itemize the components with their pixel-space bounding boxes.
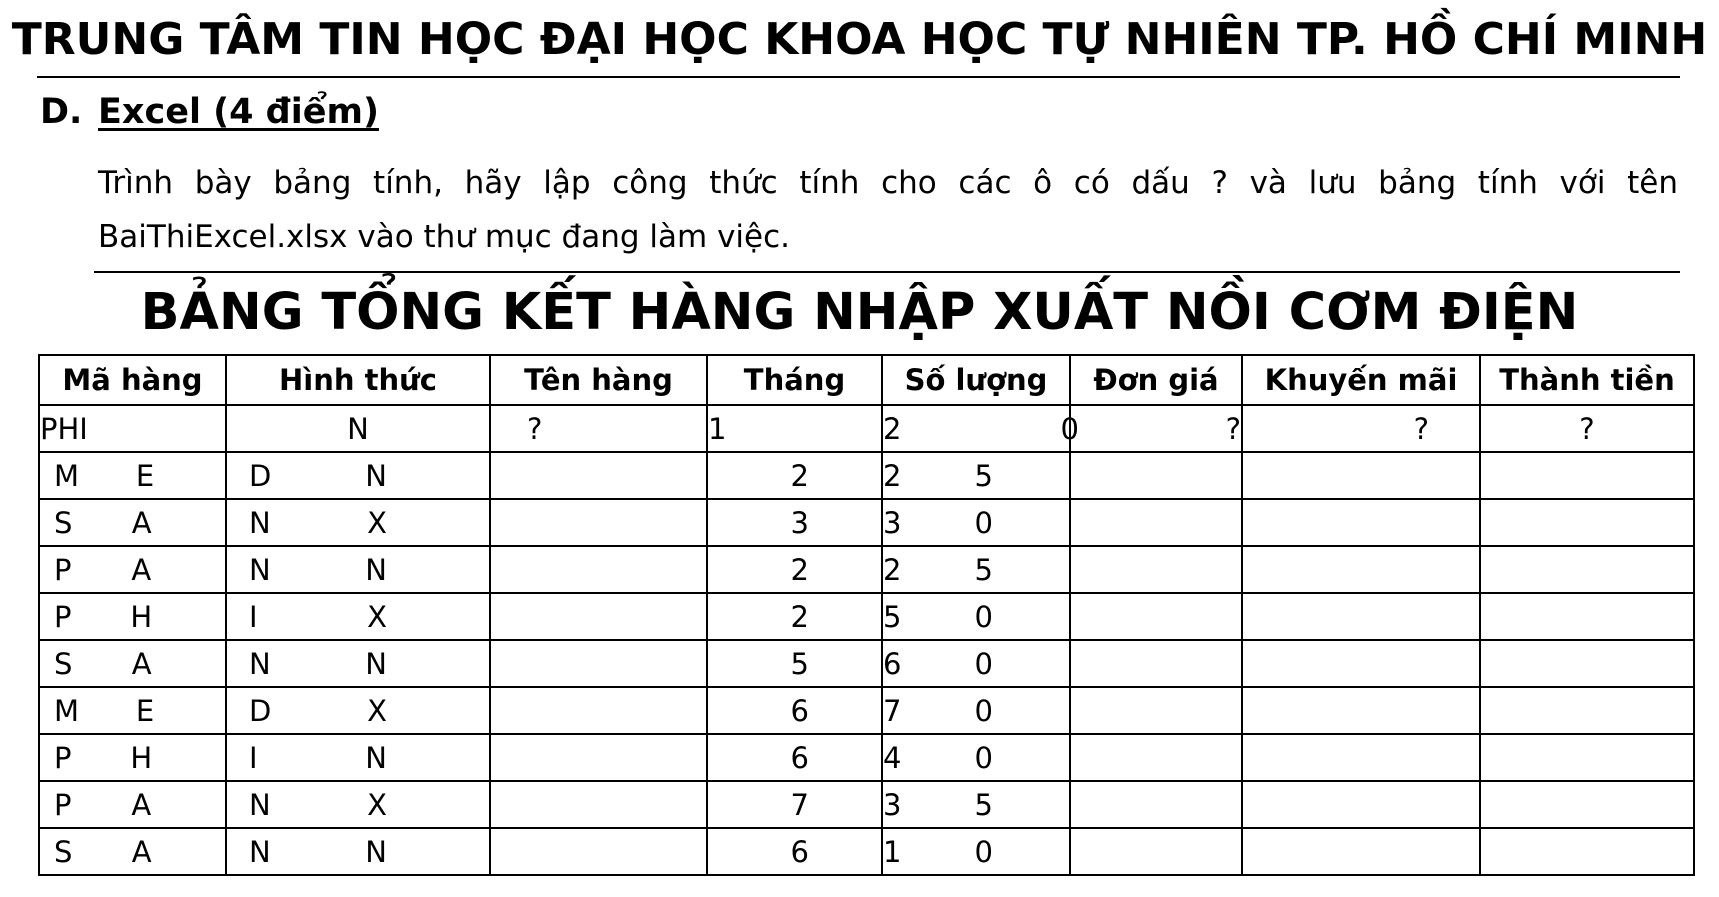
col-header-don-gia: Đơn giá [1070,355,1242,405]
cell-thang[interactable]: 3 [707,499,882,546]
cell-thanh-tien[interactable] [1480,734,1694,781]
cell-ten-hang[interactable] [490,499,707,546]
cell-don-gia[interactable] [1070,593,1242,640]
table-row [39,640,1694,687]
cell-so-luong[interactable] [882,781,1070,828]
table-row [39,499,1694,546]
table-row [39,828,1694,875]
page-header: TRUNG TÂM TIN HỌC ĐẠI HỌC KHOA HỌC TỰ NHIÊN TP. HỒ CHÍ MINH [11,14,1708,65]
table-row [39,593,1694,640]
hinh-thuc-value: X [367,787,387,822]
header-divider [37,76,1680,78]
cell-ten-hang[interactable] [490,734,707,781]
cell-hinh-thuc[interactable] [226,828,490,875]
ma-hang-char: A [131,505,152,540]
col-header-so-luong: Số lượng [882,355,1070,405]
ma-hang-char: P [54,599,72,634]
col-header-thang: Tháng [707,355,882,405]
cell-ma-hang[interactable] [39,593,226,640]
cell-so-luong[interactable] [882,640,1070,687]
cell-hinh-thuc[interactable]: N [226,405,490,452]
cell-don-gia[interactable] [1070,546,1242,593]
cell-khuyen-mai[interactable] [1242,687,1480,734]
cell-thanh-tien[interactable] [1480,640,1694,687]
so-luong-digit: 1 [883,834,902,869]
ma-hang-char: E [135,693,155,728]
cell-thang[interactable]: 6 [707,734,882,781]
table-row [39,734,1694,781]
ma-hang-char: A [131,787,152,822]
cell-so-luong[interactable] [882,734,1070,781]
cell-thang[interactable]: 6 [707,828,882,875]
cell-ma-hang[interactable] [39,640,226,687]
cell-don-gia[interactable] [1070,828,1242,875]
table-header-row [39,355,1694,405]
ma-hang-char: S [54,505,73,540]
cell-thang[interactable]: 5 [707,640,882,687]
col-header-ma-hang: Mã hàng [39,355,226,405]
instruction-divider [94,271,1680,273]
col-header-khuyen-mai: Khuyến mãi [1242,355,1480,405]
hinh-thuc-value: N [365,740,387,775]
cell-ma-hang[interactable]: PHI [39,405,226,452]
cell-ten-hang[interactable] [490,687,707,734]
so-luong-digit: 0 [1060,411,1079,446]
cell-so-luong[interactable] [882,546,1070,593]
cell-khuyen-mai[interactable] [1242,452,1480,499]
cell-thanh-tien[interactable] [1480,828,1694,875]
cell-ten-hang[interactable]: ? [490,405,707,452]
table-row [39,546,1694,593]
cell-ten-hang[interactable] [490,781,707,828]
col-header-hinh-thuc: Hình thức [226,355,490,405]
cell-hinh-thuc[interactable] [226,452,490,499]
section-title: Excel (4 điểm) [98,92,379,132]
hinh-thuc-value: N [365,834,387,869]
cell-so-luong[interactable] [882,405,1079,452]
cell-so-luong[interactable] [882,499,1070,546]
cell-thang[interactable]: 6 [707,687,882,734]
cell-ma-hang[interactable] [39,546,226,593]
ma-hang-char: M [54,693,80,728]
cell-thanh-tien[interactable] [1480,546,1694,593]
table-row [39,452,1694,499]
ma-hang-char: N [249,505,271,540]
cell-so-luong[interactable] [882,593,1070,640]
cell-hinh-thuc[interactable] [226,687,490,734]
so-luong-digit: 5 [883,599,902,634]
so-luong-digit: 0 [974,693,993,728]
so-luong-digit: 0 [974,834,993,869]
cell-khuyen-mai[interactable] [1242,828,1480,875]
cell-thang[interactable]: 2 [707,452,882,499]
ma-hang-char: H [130,740,153,775]
cell-don-gia[interactable]: ? [1070,405,1242,452]
cell-ma-hang[interactable] [39,499,226,546]
cell-hinh-thuc[interactable] [226,499,490,546]
hinh-thuc-value: N [365,458,387,493]
cell-so-luong[interactable] [882,687,1070,734]
cell-khuyen-mai[interactable] [1242,499,1480,546]
table-row [39,405,1694,452]
ma-hang-char: S [54,834,73,869]
ma-hang-char: E [135,458,155,493]
cell-khuyen-mai[interactable] [1242,640,1480,687]
table-title: BẢNG TỔNG KẾT HÀNG NHẬP XUẤT NỒI CƠM ĐIỆN [140,283,1579,342]
ma-hang-char: D [249,693,272,728]
cell-ten-hang[interactable] [490,640,707,687]
table-row [39,781,1694,828]
cell-ma-hang[interactable] [39,452,226,499]
so-luong-digit: 2 [883,552,902,587]
so-luong-digit: 0 [974,599,993,634]
cell-ten-hang[interactable] [490,828,707,875]
ma-hang-char: D [249,458,272,493]
cell-thang[interactable]: 1 [707,405,882,452]
so-luong-digit: 3 [883,505,902,540]
instruction-text: Trình bày bảng tính, hãy lập công thức tính cho các ô có dấu ? và lưu bảng tính với tên BaiThiExcel.xlsx vào thư mục đang làm việc. [98,165,1678,255]
cell-hinh-thuc[interactable] [226,734,490,781]
ma-hang-char: N [249,646,271,681]
cell-hinh-thuc[interactable] [226,546,490,593]
cell-khuyen-mai[interactable] [1242,734,1480,781]
cell-thang[interactable]: 2 [707,546,882,593]
hinh-thuc-value: X [367,693,387,728]
so-luong-digit: 5 [974,552,993,587]
cell-don-gia[interactable] [1070,781,1242,828]
cell-so-luong[interactable] [882,828,1070,875]
cell-thanh-tien[interactable] [1480,499,1694,546]
so-luong-digit: 5 [974,458,993,493]
ma-hang-char: M [54,458,80,493]
so-luong-digit: 0 [974,505,993,540]
ma-hang-char: H [130,599,153,634]
so-luong-digit: 2 [883,411,902,446]
so-luong-digit: 0 [974,646,993,681]
ma-hang-char: A [131,834,152,869]
col-header-ten-hang: Tên hàng [490,355,707,405]
ma-hang-char: P [54,787,72,822]
cell-thanh-tien[interactable] [1480,593,1694,640]
cell-khuyen-mai[interactable] [1242,781,1480,828]
cell-ma-hang[interactable] [39,734,226,781]
ma-hang-char: N [249,834,271,869]
hinh-thuc-value: X [367,505,387,540]
so-luong-digit: 0 [974,740,993,775]
cell-so-luong[interactable] [882,452,1070,499]
so-luong-digit: 4 [883,740,902,775]
cell-don-gia[interactable] [1070,734,1242,781]
so-luong-digit: 2 [883,458,902,493]
cell-ma-hang[interactable] [39,781,226,828]
so-luong-digit: 3 [883,787,902,822]
cell-hinh-thuc[interactable] [226,640,490,687]
cell-khuyen-mai[interactable] [1242,546,1480,593]
ma-hang-char: I [249,740,258,775]
cell-thanh-tien[interactable] [1480,452,1694,499]
cell-ma-hang[interactable] [39,687,226,734]
cell-don-gia[interactable] [1070,499,1242,546]
section-letter: D. [40,92,83,132]
so-luong-digit: 7 [883,693,902,728]
col-header-thanh-tien: Thành tiền [1480,355,1694,405]
cell-khuyen-mai[interactable]: ? [1242,405,1480,452]
cell-ma-hang[interactable] [39,828,226,875]
ma-hang-char: P [54,740,72,775]
cell-thang[interactable]: 2 [707,593,882,640]
cell-thanh-tien[interactable] [1480,687,1694,734]
hinh-thuc-value: N [365,646,387,681]
ma-hang-char: N [249,787,271,822]
cell-ten-hang[interactable] [490,452,707,499]
cell-don-gia[interactable] [1070,640,1242,687]
excel-table [38,354,1695,876]
cell-thanh-tien[interactable] [1480,781,1694,828]
ma-hang-char: A [131,646,152,681]
cell-don-gia[interactable] [1070,452,1242,499]
ma-hang-char: P [54,552,72,587]
cell-khuyen-mai[interactable] [1242,593,1480,640]
cell-ten-hang[interactable] [490,593,707,640]
cell-hinh-thuc[interactable] [226,593,490,640]
cell-don-gia[interactable] [1070,687,1242,734]
ma-hang-char: S [54,646,73,681]
cell-thang[interactable]: 7 [707,781,882,828]
hinh-thuc-value: N [365,552,387,587]
ma-hang-char: N [249,552,271,587]
cell-thanh-tien[interactable]: ? [1480,405,1694,452]
cell-ten-hang[interactable] [490,546,707,593]
so-luong-digit: 6 [883,646,902,681]
hinh-thuc-value: X [367,599,387,634]
so-luong-digit: 5 [974,787,993,822]
ma-hang-char: I [249,599,258,634]
ma-hang-char: A [131,552,152,587]
table-row [39,687,1694,734]
cell-hinh-thuc[interactable] [226,781,490,828]
